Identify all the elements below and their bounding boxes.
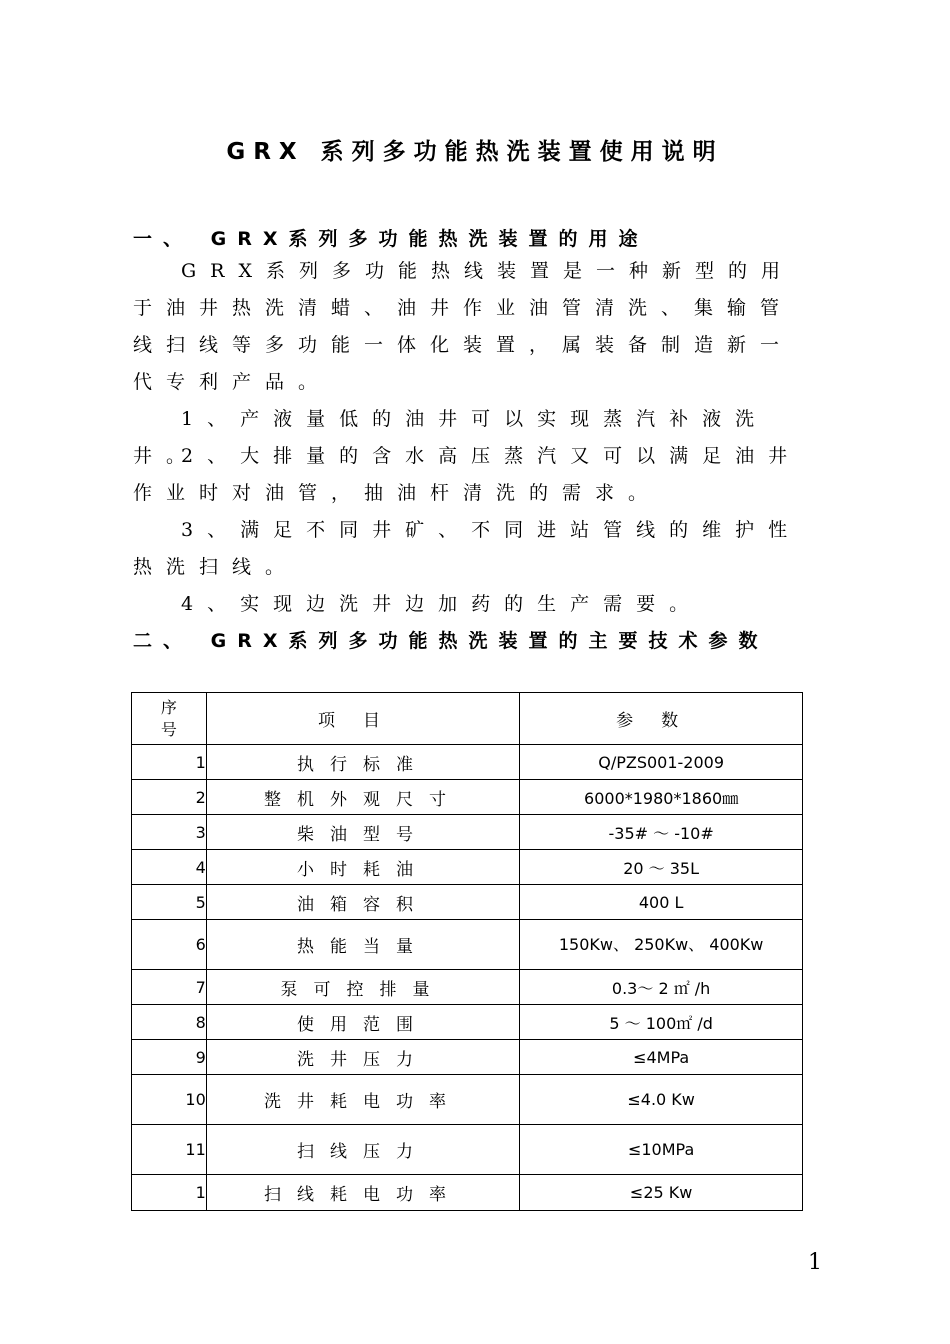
row-item: 扫线压力 bbox=[206, 1125, 520, 1175]
purpose-item-4: 4、实现边洗井边加药的生产需要。 bbox=[181, 593, 703, 615]
table-row bbox=[132, 1125, 803, 1175]
row-item: 使用范围 bbox=[206, 1005, 520, 1040]
row-no: 9 bbox=[132, 1040, 207, 1075]
row-value: 400 L bbox=[520, 885, 803, 920]
table-row bbox=[132, 780, 803, 815]
table-row bbox=[132, 1075, 803, 1125]
table-header-row bbox=[132, 693, 803, 745]
row-item: 油箱容积 bbox=[206, 885, 520, 920]
row-item: 洗井耗电功率 bbox=[206, 1075, 520, 1125]
row-value: Q/PZS001-2009 bbox=[520, 745, 803, 780]
row-value: 20 ～ 35L bbox=[520, 850, 803, 885]
row-no: 1 bbox=[132, 1175, 207, 1211]
intro-paragraph: GRX系列多功能热线装置是一种新型的用于油井热洗清蜡、油井作业油管清洗、集输管线扫线等多功能一体化装置，属装备制造新一代专利产品。 bbox=[133, 260, 795, 393]
row-value: ≤25 Kw bbox=[520, 1175, 803, 1211]
header-value: 参数 bbox=[520, 693, 803, 745]
row-item: 执行标准 bbox=[206, 745, 520, 780]
table-row bbox=[132, 885, 803, 920]
row-value: ≤4MPa bbox=[520, 1040, 803, 1075]
row-no: 2 bbox=[132, 780, 207, 815]
section-heading-purpose: 一、 GRX系列多功能热洗装置的用途 bbox=[133, 228, 649, 250]
section-heading-parameters: 二、 GRX系列多功能热洗装置的主要技术参数 bbox=[133, 630, 769, 652]
row-item: 整机外观尺寸 bbox=[206, 780, 520, 815]
row-item: 热能当量 bbox=[206, 920, 520, 970]
table-row bbox=[132, 1040, 803, 1075]
document-title: GRX 系列多功能热洗装置使用说明 bbox=[226, 139, 724, 165]
row-no: 5 bbox=[132, 885, 207, 920]
row-no: 1 bbox=[132, 745, 207, 780]
row-item: 小时耗油 bbox=[206, 850, 520, 885]
row-value: 5 ～ 100㎡ /d bbox=[520, 1005, 803, 1040]
table-row bbox=[132, 920, 803, 970]
row-item: 扫线耗电功率 bbox=[206, 1175, 520, 1211]
row-item: 洗井压力 bbox=[206, 1040, 520, 1075]
row-no: 11 bbox=[132, 1125, 207, 1175]
row-no: 8 bbox=[132, 1005, 207, 1040]
row-value: 6000*1980*1860㎜ bbox=[520, 780, 803, 815]
table-row bbox=[132, 1175, 803, 1211]
purpose-item-1: 1、产液量低的油井可以实现蒸汽补液洗井。 bbox=[133, 408, 769, 467]
row-no: 7 bbox=[132, 970, 207, 1005]
row-value: ≤4.0 Kw bbox=[520, 1075, 803, 1125]
header-no: 序号 bbox=[132, 693, 207, 745]
header-item: 项目 bbox=[206, 693, 520, 745]
page-number: 1 bbox=[808, 1250, 822, 1275]
row-item: 泵可控排量 bbox=[206, 970, 520, 1005]
table-row bbox=[132, 745, 803, 780]
table-row bbox=[132, 850, 803, 885]
row-no: 6 bbox=[132, 920, 207, 970]
table-row bbox=[132, 970, 803, 1005]
row-item: 柴油型号 bbox=[206, 815, 520, 850]
row-value: 0.3～ 2 ㎡ /h bbox=[520, 970, 803, 1005]
purpose-item-2: 2、大排量的含水高压蒸汽又可以满足油井作业时对油管，抽油杆清洗的需求。 bbox=[133, 445, 802, 504]
table-row bbox=[132, 815, 803, 850]
parameters-table bbox=[131, 692, 803, 1211]
table-row bbox=[132, 1005, 803, 1040]
purpose-item-3: 3、满足不同井矿、不同进站管线的维护性热洗扫线。 bbox=[133, 519, 802, 578]
row-value: 150Kw、 250Kw、 400Kw bbox=[520, 920, 803, 970]
row-no: 4 bbox=[132, 850, 207, 885]
row-value: ≤10MPa bbox=[520, 1125, 803, 1175]
row-value: -35# ～ -10# bbox=[520, 815, 803, 850]
row-no: 10 bbox=[132, 1075, 207, 1125]
row-no: 3 bbox=[132, 815, 207, 850]
